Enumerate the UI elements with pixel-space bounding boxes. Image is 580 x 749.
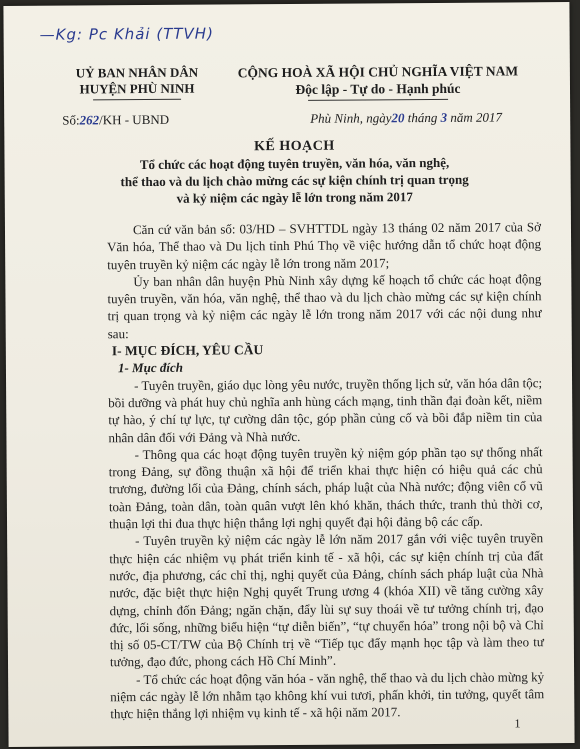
- motto-underline: [308, 99, 448, 101]
- handwritten-note: —Kg: Pc Khải (TTVH): [39, 24, 214, 44]
- paragraph-intro: Ủy ban nhân dân huyện Phù Ninh xây dựng kế hoạch tổ chức các hoạt động tuyên truyền, văn hóa, văn nghệ, thể thao và du lịch chào mừng các sự kiện chính trị quan trọng và kỷ niệm các ngày lễ lớn trong năm 2017 với các nội dung như sau:: [107, 271, 542, 342]
- document-title: [64, 136, 524, 207]
- org-line-1: UỶ BAN NHÂN DÂN: [75, 64, 199, 81]
- subsection-heading: 1- Mục đích: [117, 360, 184, 376]
- date-month-label: tháng: [407, 109, 438, 126]
- date-day: 20: [391, 110, 405, 126]
- title-line-2: thể thao và du lịch chào mừng các sự kiện chính trị quan trọng: [120, 171, 469, 190]
- date-year: năm 2017: [450, 109, 503, 125]
- date-month: 3: [440, 109, 448, 125]
- document-body: [107, 218, 544, 723]
- title-line-1: Tổ chức các hoạt động tuyên truyền, văn hóa, văn nghệ,: [139, 154, 450, 173]
- doc-number-value: 262: [79, 112, 100, 128]
- section-heading: I- MỤC ĐÍCH, YÊU CẦU: [111, 342, 264, 359]
- doc-number-prefix: Số:: [62, 112, 80, 128]
- authority-underline: [93, 99, 181, 101]
- org-line-2: HUYỆN PHÙ NINH: [79, 80, 195, 97]
- national-motto: Độc lập - Tự do - Hạnh phúc: [295, 80, 461, 97]
- issuing-authority: [62, 65, 212, 101]
- nation-name: CỘNG HOÀ XÃ HỘI CHỦ NGHĨA VIỆT NAM: [237, 63, 519, 81]
- national-heading: [218, 62, 538, 101]
- paragraph-purpose-1: - Tuyên truyền, giáo dục lòng yêu nước, truyền thống lịch sử, văn hóa dân tộc; bồi dưỡng và phát huy chủ nghĩa anh hùng cách mạng, tinh thần đại đoàn kết, niềm tự hào, ý chí tự lực, tự cường dân tộc, góp phần củng cố và bồi đắp niềm tin của nhân dân đối với Đảng và Nhà nước.: [108, 374, 543, 445]
- doc-number-suffix: /KH - UBND: [99, 111, 170, 128]
- title-line-3: và kỷ niệm các ngày lễ lớn trong năm 2017: [176, 189, 413, 206]
- document-number: [62, 112, 169, 129]
- paragraph-purpose-4: - Tổ chức các hoạt động văn hóa - văn nghệ, thể thao và du lịch chào mừng kỷ niệm các ngày lễ lớn nhằm tạo không khí vui tươi, phấn khởi, tin tưởng, quyết tâm thực hiện thắng lợi nhiệm vụ kinh tế - xã hội năm 2017.: [110, 668, 545, 722]
- page-number: 1: [514, 716, 521, 731]
- paragraph-purpose-3: - Tuyên truyền kỷ niệm các ngày lễ lớn năm 2017 gắn với việc tuyên truyền thực hiện các nhiệm vụ phát triển kinh tế - xã hội, các sự kiện chính trị của đất nước, địa phương, các chỉ thị, nghị quyết của Đảng, chính sách pháp luật của Nhà nước, đặc biệt thực hiện Nghị quyết Trung ương 4 (khóa XII) về tăng cường xây dựng, chỉnh đốn Đảng; ngăn chặn, đẩy lùi sự suy thoái về tư tưởng chính trị, đạo đức, lối sống, những biểu hiện “tự diễn biến”, “tự chuyển hóa” trong nội bộ và Chỉ thị số 05-CT/TW của Bộ Chính trị về “Tiếp tục đẩy mạnh học tập và làm theo tư tưởng, đạo đức, phong cách Hồ Chí Minh”.: [109, 530, 544, 670]
- paragraph-legal-basis: Căn cứ văn bản số: 03/HD – SVHTTDL ngày 13 tháng 02 năm 2017 của Sở Văn hóa, Thể thao và Du lịch tỉnh Phú Thọ về việc hướng dẫn tổ chức hoạt động tuyên truyền kỷ niệm các ngày lễ lớn trong năm 2017;: [107, 219, 542, 272]
- date-place: Phù Ninh, ngày: [310, 110, 392, 126]
- title-main: KẾ HOẠCH: [254, 138, 335, 155]
- document-page: [3, 2, 574, 747]
- document-date: [310, 110, 502, 127]
- paragraph-purpose-2: - Thông qua các hoạt động tuyên truyền kỷ niệm góp phần tạo sự thống nhất trong Đảng, sự đồng thuận xã hội để triển khai thực hiện có hiệu quả các chủ trương, đường lối của Đảng, chính sách, pháp luật của Nhà nước; động viên cổ vũ toàn Đảng, toàn dân, toàn quân vượt lên khó khăn, thách thức, tranh thủ thời cơ, thuận lợi thi đua thực hiện thắng lợi nghị quyết đại hội đảng bộ các cấp.: [108, 444, 543, 532]
